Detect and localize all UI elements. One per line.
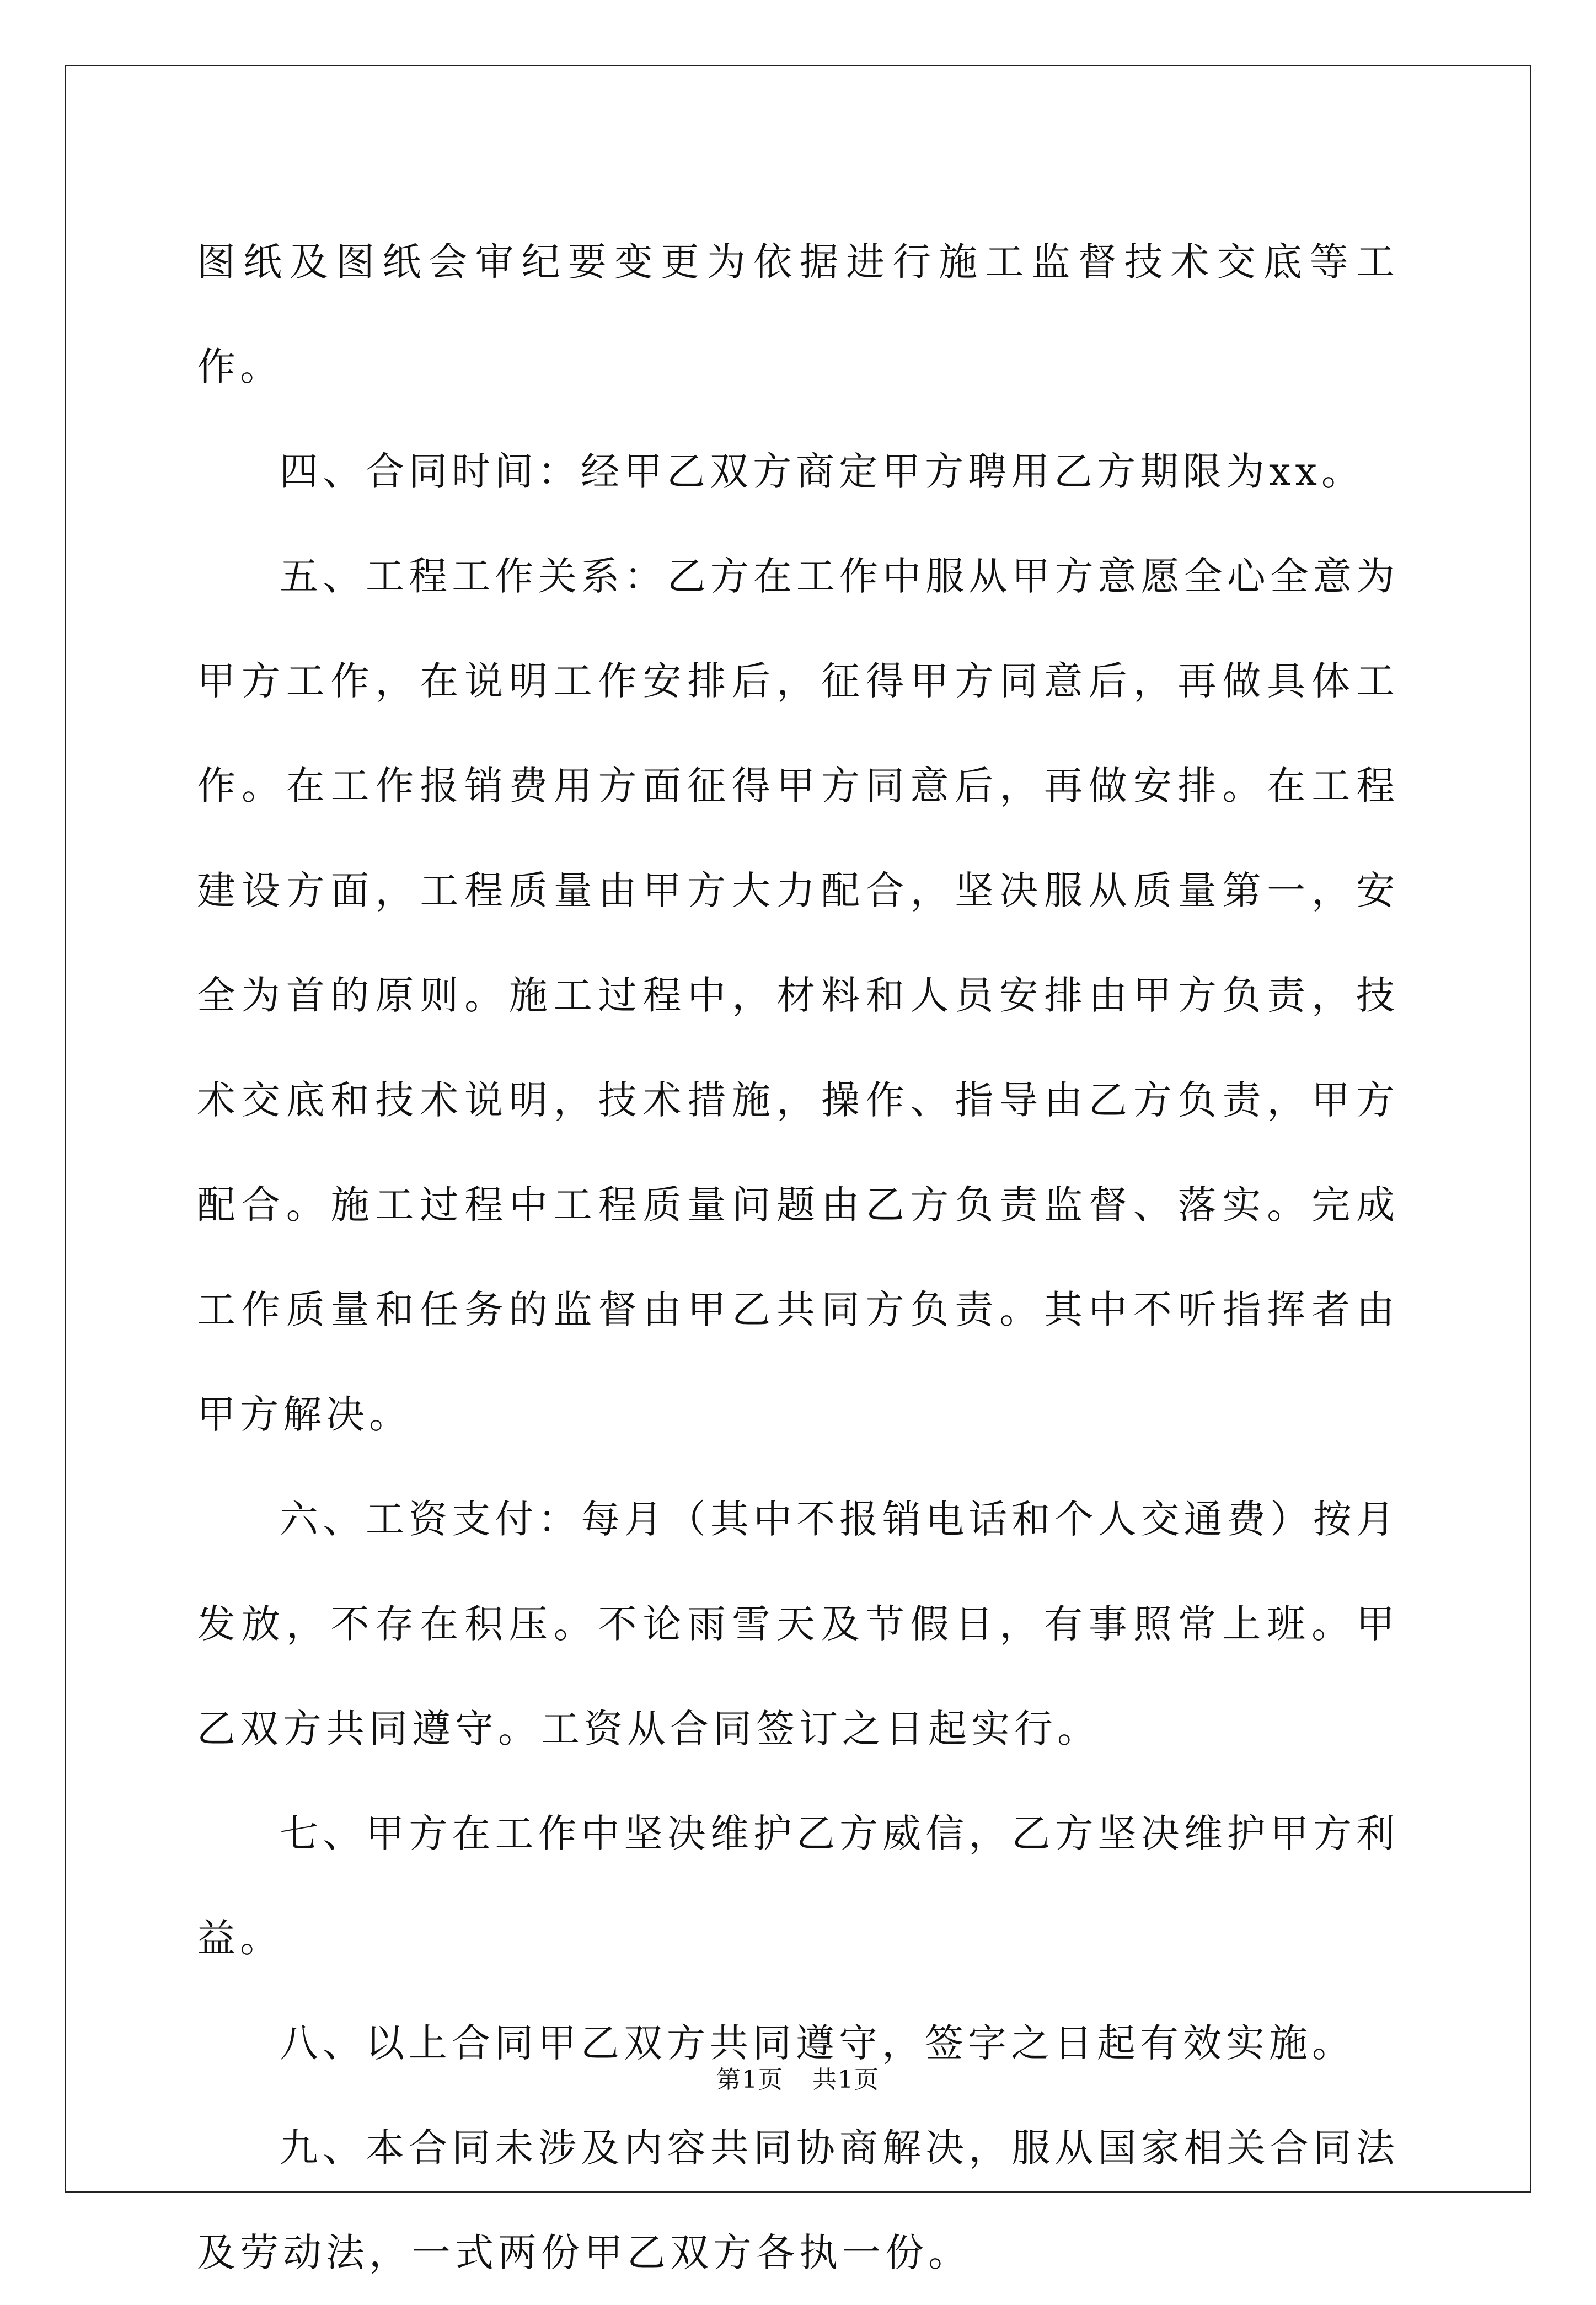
paragraph-drawings: 图纸及图纸会审纪要变更为依据进行施工监督技术交底等工作。	[197, 239, 1399, 389]
paragraph-authority: 七、甲方在工作中坚决维护乙方威信，乙方坚决维护甲方利益。	[197, 1811, 1399, 1961]
paragraph-work-relations: 五、工程工作关系：乙方在工作中服从甲方意愿全心全意为甲方工作，在说明工作安排后，征得甲方同意后，再做具体工作。在工作报销费用方面征得甲方同意后，再做安排。在工程建设方面，工程质量由甲方大力配合，坚决服从质量第一，安全为首的原则。施工过程中，材料和人员安排由甲方负责，技术交底和技术说明，技术措施，操作、指导由乙方负责，甲方配合。施工过程中工程质量问题由乙方负责监督、落实。完成工作质量和任务的监督由甲乙共同方负责。其中不听指挥者由甲方解决。	[197, 554, 1399, 1437]
paragraph-contract-term: 四、合同时间：经甲乙双方商定甲方聘用乙方期限为xx。	[280, 449, 1364, 494]
page-number: 第1页	[716, 2066, 784, 2094]
paragraph-other-matters: 九、本合同未涉及内容共同协商解决，服从国家相关合同法及劳动法，一式两份甲乙双方各执一份。	[197, 2125, 1399, 2275]
paragraph-salary-payment: 六、工资支付：每月（其中不报销电话和个人交通费）按月发放，不存在积压。不论雨雪天及节假日，有事照常上班。甲乙双方共同遵守。工资从合同签订之日起实行。	[197, 1497, 1399, 1751]
page-footer	[0, 2060, 1596, 2095]
document-body	[197, 210, 1399, 2305]
page-total: 共1页	[812, 2066, 880, 2094]
paragraph-compliance: 八、以上合同甲乙双方共同遵守，签字之日起有效实施。	[280, 2020, 1355, 2066]
